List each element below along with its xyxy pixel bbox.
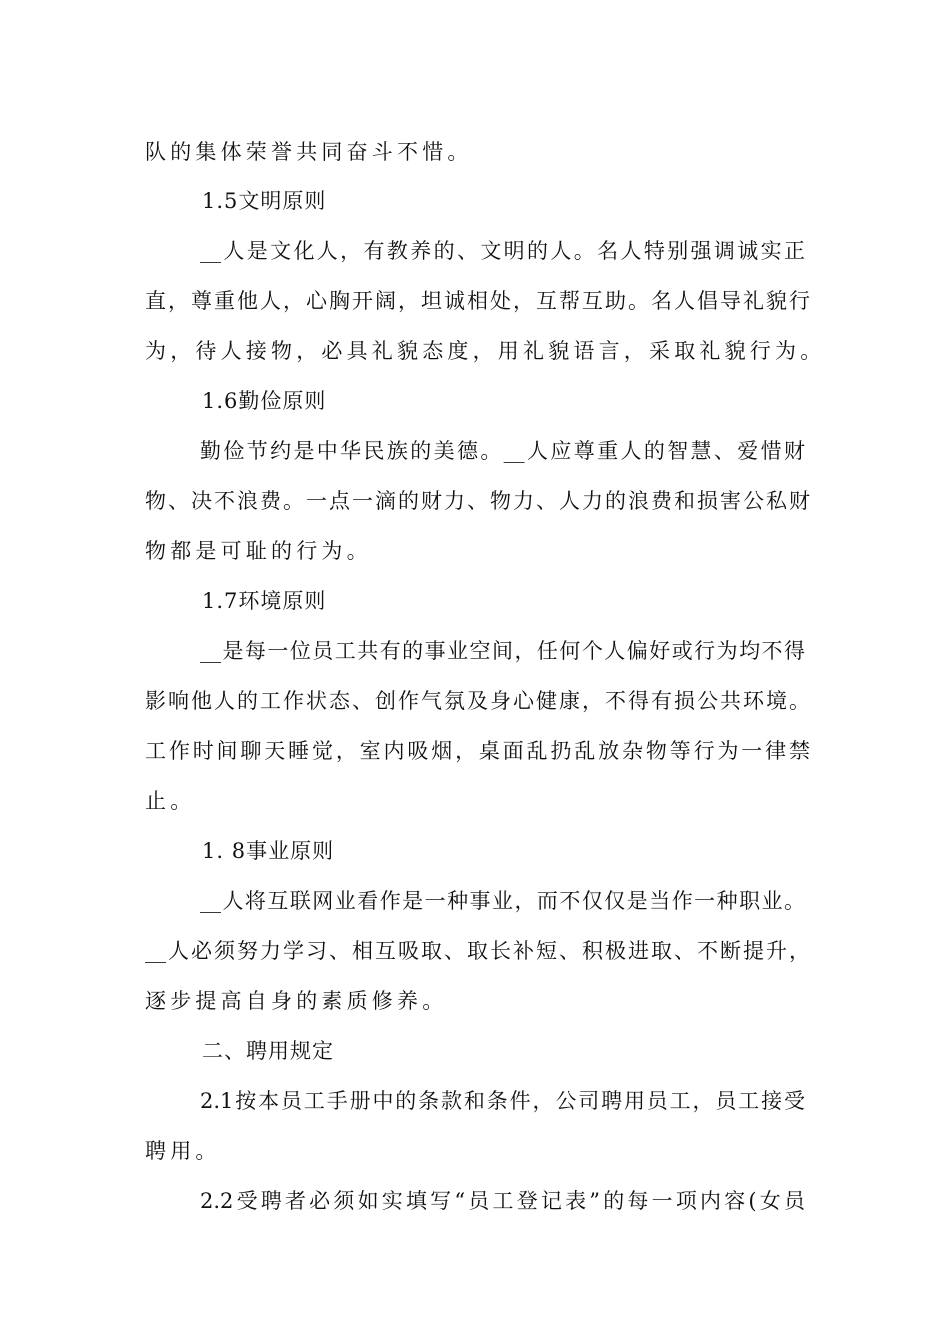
paragraph-line: 勤俭节约是中华民族的美德。__人应尊重人的智慧、爱惜财 [200, 439, 805, 463]
section-heading-thrift: 1.6勤俭原则 [202, 389, 327, 413]
paragraph-line: 影响他人的工作状态、创作气氛及身心健康，不得有损公共环境。 [145, 689, 810, 713]
paragraph-line: 聘用。 [145, 1139, 221, 1163]
paragraph-line: 队的集体荣誉共同奋斗不惜。 [145, 140, 473, 164]
paragraph-line: 物、决不浪费。一点一滴的财力、物力、人力的浪费和损害公私财 [145, 489, 810, 513]
paragraph-line: __是每一位员工共有的事业空间，任何个人偏好或行为均不得 [200, 639, 805, 663]
chapter-heading-employment: 二、聘用规定 [202, 1039, 334, 1063]
paragraph-line: __人必须努力学习、相互吸取、取长补短、积极进取、不断提升， [145, 939, 810, 963]
section-heading-civility: 1.5文明原则 [202, 189, 327, 213]
paragraph-line: 工作时间聊天睡觉，室内吸烟，桌面乱扔乱放杂物等行为一律禁 [145, 739, 810, 763]
paragraph-line: 2.2受聘者必须如实填写“员工登记表”的每一项内容(女员 [200, 1189, 805, 1213]
paragraph-line: 逐步提高自身的素质修养。 [145, 989, 448, 1013]
paragraph-line: __人将互联网业看作是一种事业，而不仅仅是当作一种职业。 [200, 889, 805, 913]
section-heading-career: 1. 8事业原则 [202, 839, 335, 863]
paragraph-line: 止。 [145, 789, 196, 813]
paragraph-line: 物都是可耻的行为。 [145, 539, 372, 563]
paragraph-line: __人是文化人，有教养的、文明的人。名人特别强调诚实正 [200, 239, 805, 263]
section-heading-environment: 1.7环境原则 [202, 589, 327, 613]
paragraph-line: 直，尊重他人，心胸开阔，坦诚相处，互帮互助。名人倡导礼貌行 [145, 289, 810, 313]
paragraph-line: 为，待人接物，必具礼貌态度，用礼貌语言，采取礼貌行为。 [145, 339, 826, 363]
paragraph-line: 2.1按本员工手册中的条款和条件，公司聘用员工，员工接受 [200, 1089, 805, 1113]
